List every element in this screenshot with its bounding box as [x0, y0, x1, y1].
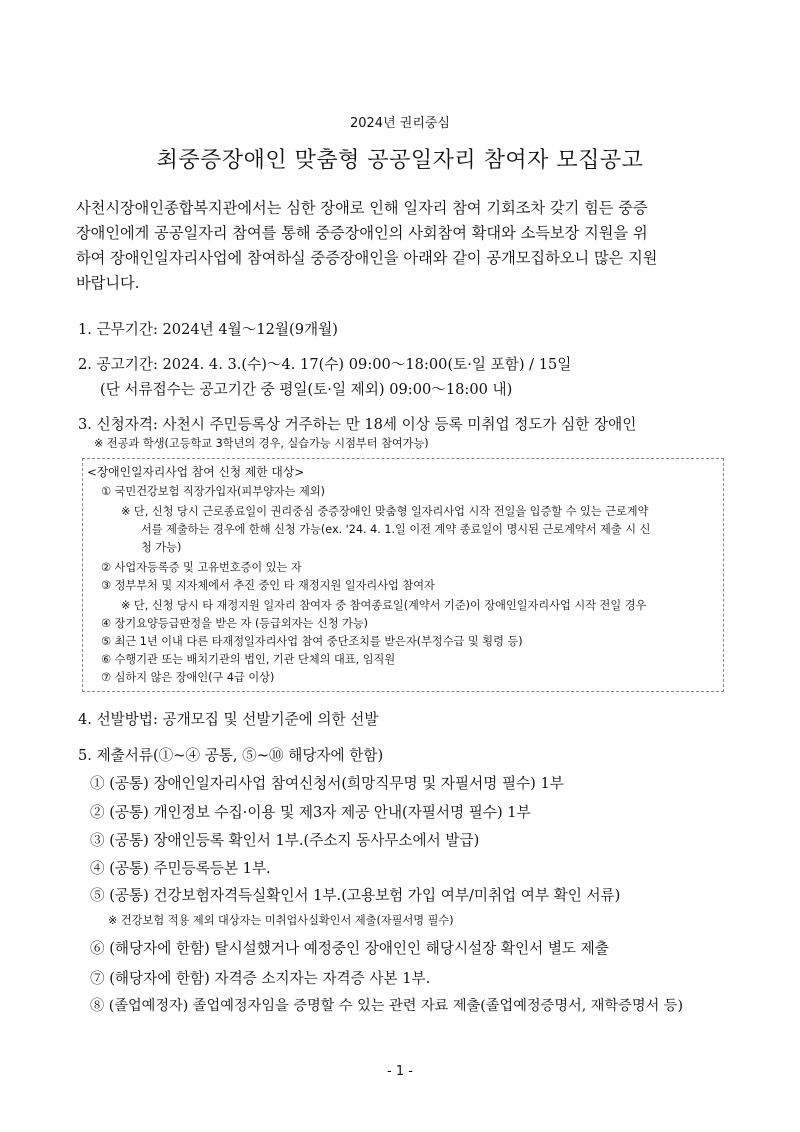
restriction-line: 서를 제출하는 경우에 한해 신청 가능(ex. '24. 4. 1.일 이전 계약 종료일이 명시된 근로계약서 제출 시 신 — [141, 523, 651, 536]
restriction-line: ※ 단, 신청 당시 근로종료일이 권리중심 중증장애인 맞춤형 일자리사업 시작 전일을 입증할 수 있는 근로계약 — [121, 505, 649, 518]
page-number: - 1 - — [387, 1064, 413, 1079]
restriction-line: ③ 정부부처 및 지자체에서 추진 중인 타 재정지원 일자리사업 참여자 — [101, 579, 435, 592]
eligibility-note: ※ 전공과 학생(고등학교 3학년의 경우, 실습가능 시점부터 참여가능) — [94, 437, 429, 450]
restriction-line: ※ 단, 신청 당시 타 재정지원 일자리 참여자 중 참여종료일(계약서 기준)이 장애인일자리사업 시작 전일 경우 — [121, 599, 647, 612]
section-work-period: 1. 근무기간: 2024년 4월～12월(9개월) — [78, 321, 338, 338]
section-notice-period-sub: (단 서류접수는 공고기간 중 평일(토·일 제외) 09:00～18:00 내) — [100, 381, 513, 398]
restriction-line: ⑤ 최근 1년 이내 다른 타재정일자리사업 참여 중단조치를 받은자(부정수급 및 횡령 등) — [101, 635, 523, 648]
document-item: ① (공통) 장애인일자리사업 참여신청서(희망직무명 및 자필서명 필수) 1부 — [90, 775, 564, 792]
year-line: 2024년 권리중심 — [349, 116, 450, 131]
restriction-line: ② 사업자등록증 및 고유번호증이 있는 자 — [101, 561, 302, 574]
restriction-line: ④ 장기요양등급판정을 받은 자 (등급외자는 신청 가능) — [101, 617, 369, 630]
intro-line: 장애인에게 공공일자리 참여를 통해 중증장애인의 사회참여 확대와 소득보장 지원을 위 — [76, 224, 648, 242]
page-title: 최중증장애인 맞춤형 공공일자리 참여자 모집공고 — [156, 148, 644, 173]
restriction-line: ⑦ 심하지 않은 장애인(구 4급 이상) — [101, 671, 275, 684]
intro-paragraph — [76, 196, 736, 296]
intro-line: 사천시장애인종합복지관에서는 심한 장애로 인해 일자리 참여 기회조차 갖기 힘든 중증 — [76, 199, 648, 217]
intro-line: 바랍니다. — [76, 274, 140, 292]
section-eligibility: 3. 신청자격: 사천시 주민등록상 거주하는 만 18세 이상 등록 미취업 정도가 심한 장애인 — [78, 416, 637, 433]
restriction-line: 청 가능) — [141, 541, 182, 554]
restriction-box — [82, 458, 724, 692]
document-note: ※ 건강보험 적용 제외 대상자는 미취업사실확인서 제출(자필서명 필수) — [108, 914, 454, 927]
restriction-line: ① 국민건강보험 직장가입자(피부양자는 제외) — [101, 485, 325, 498]
restriction-line: ⑥ 수행기관 또는 배치기관의 법인, 기관 단체의 대표, 임직원 — [101, 653, 396, 666]
section-documents-title: 5. 제출서류(①~④ 공통, ⑤~⑩ 해당자에 한함) — [78, 747, 384, 764]
section-notice-period: 2. 공고기간: 2024. 4. 3.(수)～4. 17(수) 09:00～18:00(토·일 포함) / 15일 — [78, 356, 572, 373]
section-selection: 4. 선발방법: 공개모집 및 선발기준에 의한 선발 — [78, 711, 379, 728]
document-item: ⑧ (졸업예정자) 졸업예정자임을 증명할 수 있는 관련 자료 제출(졸업예정증명서, 재학증명서 등) — [90, 998, 684, 1014]
document-item: ④ (공통) 주민등록등본 1부. — [90, 860, 271, 877]
document-item: ⑥ (해당자에 한함) 탈시설했거나 예정중인 장애인인 해당시설장 확인서 별도 제출 — [90, 940, 609, 957]
restriction-heading: <장애인일자리사업 참여 신청 제한 대상> — [87, 465, 305, 479]
document-item: ⑦ (해당자에 한함) 자격증 소지자는 자격증 사본 1부. — [90, 970, 431, 987]
document-item: ② (공통) 개인정보 수집·이용 및 제3자 제공 안내(자필서명 필수) 1부 — [90, 804, 531, 821]
intro-line: 하여 장애인일자리사업에 참여하실 중증장애인을 아래와 같이 공개모집하오니 많은 지원 — [76, 249, 658, 267]
document-item: ③ (공통) 장애인등록 확인서 1부.(주소지 동사무소에서 발급) — [90, 832, 480, 849]
document-item: ⑤ (공통) 건강보험자격득실확인서 1부.(고용보험 가입 여부/미취업 여부 확인 서류) — [90, 887, 621, 904]
